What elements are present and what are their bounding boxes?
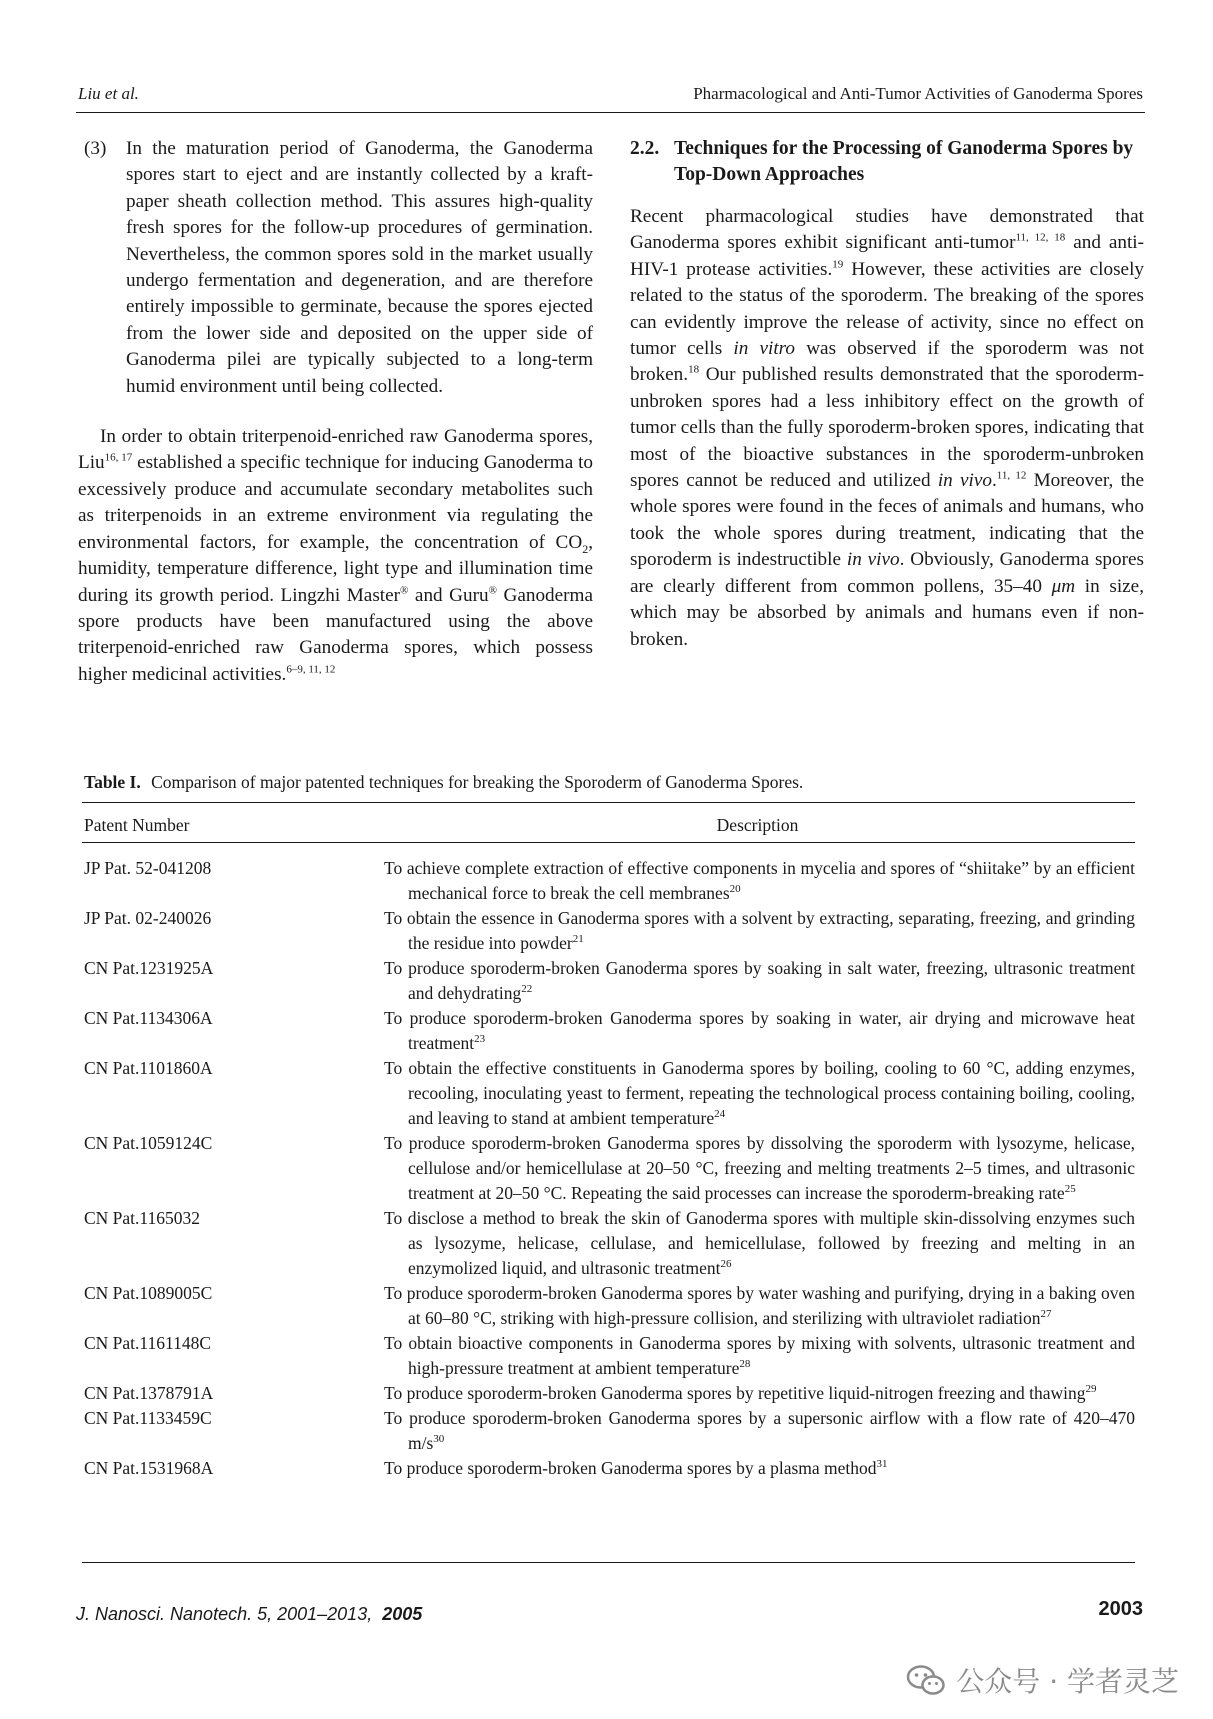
- header-rule: [76, 112, 1145, 113]
- table-body: [84, 856, 1135, 1481]
- table-row: [84, 1056, 1135, 1131]
- patent-number: CN Pat.1161148C: [84, 1333, 212, 1353]
- citation: 6–9, 11, 12: [286, 663, 336, 676]
- wechat-icon: [906, 1664, 946, 1696]
- description-text: To obtain the essence in Ganoderma spores with a solvent by extracting, separating, freezing, and grinding the residue into powder: [384, 908, 1135, 953]
- text-segment: Recent pharmacological studies have demonstrated that Ganoderma spores exhibit significant anti-tumor: [630, 206, 1144, 254]
- citation: 18: [688, 364, 700, 377]
- description-text: To produce sporoderm-broken Ganoderma spores by water washing and purifying, drying in a baking oven at 60–80 °C, striking with high-pressure collision, and sterilizing with ultraviolet radiation: [384, 1283, 1135, 1328]
- italic-term: in vivo: [937, 470, 992, 492]
- italic-term: in vivo: [846, 549, 900, 571]
- table-caption: [84, 772, 803, 793]
- running-header-title: Pharmacological and Anti-Tumor Activities of Ganoderma Spores: [693, 84, 1143, 103]
- table-row: [84, 1281, 1135, 1331]
- italic-term: in vitro: [733, 338, 796, 360]
- registered-mark: ®: [400, 584, 409, 597]
- patent-number: CN Pat.1165032: [84, 1208, 201, 1228]
- patent-description: [384, 1131, 1135, 1206]
- table-rule-top: [82, 802, 1135, 803]
- table-row: [84, 1006, 1135, 1056]
- citation: 26: [720, 1258, 732, 1271]
- citation: 23: [474, 1033, 486, 1046]
- text-segment: Ganoderma spore products have been manufactured using the above triterpenoid-enriched raw Ganoderma spores, which possess higher medicinal activities.: [78, 584, 594, 685]
- patent-number: CN Pat.1378791A: [84, 1383, 214, 1403]
- column-header-description: Description: [716, 815, 799, 835]
- registered-mark: ®: [488, 584, 497, 597]
- citation: 11, 12: [996, 469, 1027, 482]
- description-text: To achieve complete extraction of effective components in mycelia and spores of “shiitake” by an efficient mechanical force to break the cell membranes: [384, 858, 1135, 903]
- patent-description: [384, 1006, 1135, 1056]
- text-segment: , humidity, temperature difference, light type and illumination time during its growth period. Lingzhi Master: [78, 531, 593, 606]
- text-segment: established a specific technique for inducing Ganoderma to excessively produce and accumulate secondary metabolites such as triterpenoids in an extreme environment via regulating the environmental factors, for example, the concentration of CO: [78, 452, 594, 553]
- citation: 24: [714, 1108, 726, 1121]
- description-text: To obtain bioactive components in Ganoderma spores by mixing with solvents, ultrasonic treatment and high-pressure treatment at ambient temperature: [384, 1333, 1135, 1378]
- patent-description: [384, 1456, 1135, 1481]
- section-heading: [630, 136, 1144, 188]
- unit-symbol: μm: [1051, 575, 1076, 597]
- patent-description: [384, 956, 1135, 1006]
- journal-year: 2005: [382, 1604, 423, 1624]
- table-caption-text: Comparison of major patented techniques for breaking the Sporoderm of Ganoderma Spores.: [151, 772, 804, 792]
- citation: 22: [521, 983, 533, 996]
- watermark-text: 公众号 · 学者灵芝: [956, 1665, 1179, 1698]
- patent-number: JP Pat. 52-041208: [84, 858, 212, 878]
- text-segment: and Guru: [408, 584, 489, 606]
- text-segment: . Obviously, Ganoderma spores are clearly different from common pollens, 35–40: [630, 549, 1144, 597]
- citation: 21: [572, 933, 584, 946]
- enumerated-item-3: [78, 136, 593, 400]
- patent-number: JP Pat. 02-240026: [84, 908, 212, 928]
- table-row: [84, 956, 1135, 1006]
- table-row: [84, 1131, 1135, 1206]
- enum-number: (3): [84, 138, 107, 159]
- description-text: To produce sporoderm-broken Ganoderma spores by a plasma method: [384, 1458, 877, 1478]
- description-text: To produce sporoderm-broken Ganoderma spores by dissolving the sporoderm with lysozyme, helicase, cellulose and/or hemicellulase at 20–50 °C, freezing and melting treatments 2–5 times, and ultrasonic treatment at 20–50 °C. Repeating the said processes can increase the sporoderm-breaking rate: [384, 1133, 1135, 1203]
- patent-description: [384, 1281, 1135, 1331]
- citation: 11, 12, 18: [1015, 232, 1066, 245]
- patent-description: [384, 1381, 1135, 1406]
- description-text: To produce sporoderm-broken Ganoderma spores by soaking in salt water, freezing, ultrasonic treatment and dehydrating: [384, 958, 1135, 1003]
- table-row: [84, 1381, 1135, 1406]
- patent-number: CN Pat.1531968A: [84, 1458, 214, 1478]
- table-row: [84, 1406, 1135, 1456]
- citation: 31: [876, 1458, 888, 1471]
- citation: 29: [1085, 1383, 1097, 1396]
- patent-number: CN Pat.1231925A: [84, 958, 214, 978]
- description-text: To produce sporoderm-broken Ganoderma spores by a supersonic airflow with a flow rate of 420–470 m/s: [384, 1408, 1135, 1453]
- table-row: [84, 856, 1135, 906]
- table-row: [84, 1206, 1135, 1281]
- text-segment: Our published results demonstrated that the sporoderm-unbroken spores had a less inhibitory effect on the growth of tumor cells than the fully sporoderm-broken spores, indicating that most of the bioactive substances in the sporoderm-unbroken spores cannot be reduced and utilized: [630, 364, 1144, 492]
- patent-description: [384, 906, 1135, 956]
- patent-number: CN Pat.1089005C: [84, 1283, 213, 1303]
- patent-description: [384, 1206, 1135, 1281]
- citation: 30: [433, 1433, 445, 1446]
- citation: 19: [832, 258, 844, 271]
- text-segment: was observed if the sporoderm was not broken.: [630, 338, 1145, 386]
- description-text: To obtain the effective constituents in Ganoderma spores by boiling, cooling to 60 °C, adding enzymes, recooling, inoculating yeast to ferment, repeating the technological process containing boiling, cooling, and leaving to stand at ambient temperature: [384, 1058, 1135, 1128]
- text-segment: In order to obtain triterpenoid-enriched raw Ganoderma spores, Liu: [78, 426, 593, 474]
- description-text: To produce sporoderm-broken Ganoderma spores by soaking in water, air drying and microwave heat treatment: [384, 1008, 1135, 1053]
- enum-text: In the maturation period of Ganoderma, the Ganoderma spores start to eject and are instantly collected by a kraft-paper sheath collection method. This assures high-quality fresh spores for the follow-up procedures of germination. Nevertheless, the common spores sold in the market usually undergo fermentation and degeneration, and are therefore entirely impossible to germinate, because the spores ejected from the lower side and deposited on the upper side of Ganoderma pilei are typically subjected to a long-term humid environment until being collected.: [126, 138, 593, 397]
- citation: 16, 17: [104, 452, 133, 465]
- table-row: [84, 906, 1135, 956]
- description-text: To produce sporoderm-broken Ganoderma spores by repetitive liquid-nitrogen freezing and thawing: [384, 1383, 1086, 1403]
- text-segment: Moreover, the whole spores were found in the feces of animals and humans, who took the whole spores during treatment, indicating that the sporoderm is indestructible: [630, 470, 1145, 571]
- text-segment: and anti-HIV-1 protease activities.: [630, 232, 1144, 280]
- subscript: 2: [582, 541, 589, 556]
- page-number: 2003: [1098, 1598, 1143, 1620]
- citation: 27: [1040, 1308, 1052, 1321]
- table-row: [84, 1331, 1135, 1381]
- right-column: [630, 136, 1144, 653]
- left-column: [78, 136, 593, 688]
- table-row: [84, 1456, 1135, 1481]
- paragraph-triterpenoid: [78, 424, 593, 688]
- patent-description: [384, 1056, 1135, 1131]
- patent-description: [384, 1406, 1135, 1456]
- table-label: Table I.: [84, 772, 141, 792]
- patent-number: CN Pat.1059124C: [84, 1133, 213, 1153]
- text-segment: in size, which may be absorbed by animals and humans even if non-broken.: [630, 575, 1144, 650]
- table-rule-bottom: [82, 1562, 1135, 1563]
- journal-name: J. Nanosci. Nanotech. 5, 2001–2013,: [76, 1604, 373, 1624]
- section-title: Techniques for the Processing of Ganoderma Spores by Top-Down Approaches: [674, 138, 1134, 185]
- wechat-watermark: [906, 1660, 1179, 1700]
- paragraph-pharmacology: [630, 204, 1144, 653]
- text-segment: .: [992, 470, 997, 492]
- patent-description: [384, 856, 1135, 906]
- citation: 28: [739, 1358, 751, 1371]
- description-text: To disclose a method to break the skin of Ganoderma spores with multiple skin-dissolving enzymes such as lysozyme, helicase, cellulase, and hemicellulase, followed by freezing and melting in an enzymolized liquid, and ultrasonic treatment: [384, 1208, 1135, 1278]
- column-header-patent: Patent Number: [84, 815, 190, 835]
- patent-number: CN Pat.1133459C: [84, 1408, 212, 1428]
- patent-number: CN Pat.1101860A: [84, 1058, 213, 1078]
- table-rule-header: [82, 842, 1135, 843]
- text-segment: However, these activities are closely related to the status of the sporoderm. The breaking of the spores can evidently improve the release of activity, since no effect on tumor cells: [630, 258, 1145, 360]
- running-header-authors: Liu et al.: [78, 84, 139, 103]
- citation: 25: [1064, 1183, 1076, 1196]
- citation: 20: [729, 883, 741, 896]
- section-number: 2.2.: [630, 138, 660, 159]
- patent-number: CN Pat.1134306A: [84, 1008, 213, 1028]
- patent-description: [384, 1331, 1135, 1381]
- journal-citation: [76, 1604, 422, 1625]
